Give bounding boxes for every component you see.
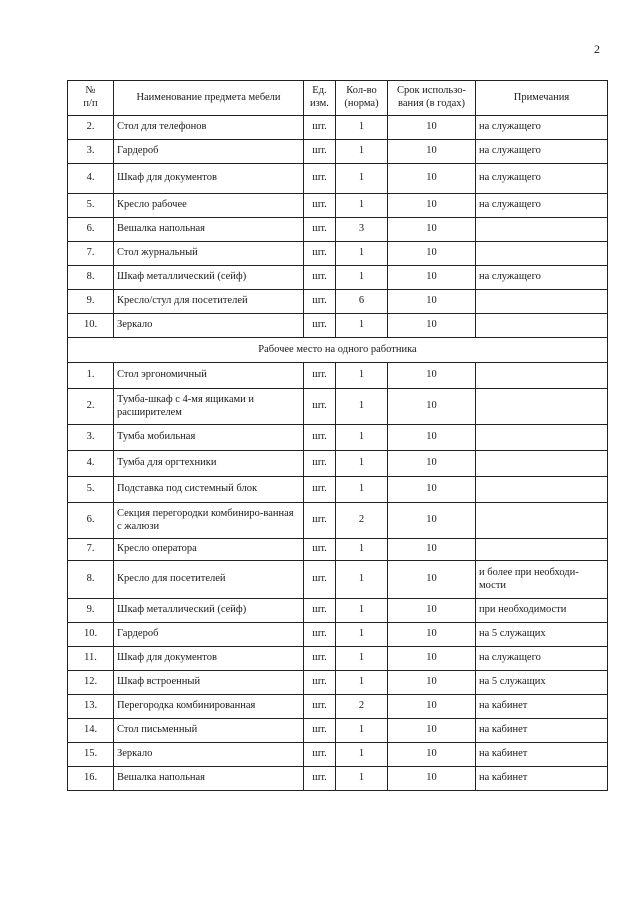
cell-num: 9. xyxy=(68,290,114,314)
cell-qty: 1 xyxy=(336,425,388,451)
table-row xyxy=(68,477,608,503)
cell-name: Тумба-шкаф с 4-мя ящиками и расширителем xyxy=(114,389,304,425)
cell-num: 16. xyxy=(68,767,114,791)
cell-name: Кресло/стул для посетителей xyxy=(114,290,304,314)
cell-unit: шт. xyxy=(304,290,336,314)
cell-num: 2. xyxy=(68,389,114,425)
cell-note: на служащего xyxy=(476,140,608,164)
cell-name: Зеркало xyxy=(114,314,304,338)
table-row xyxy=(68,194,608,218)
cell-unit: шт. xyxy=(304,695,336,719)
cell-name: Тумба для оргтехники xyxy=(114,451,304,477)
cell-note: на 5 служащих xyxy=(476,671,608,695)
cell-term: 10 xyxy=(388,425,476,451)
cell-unit: шт. xyxy=(304,164,336,194)
header-name: Наименование предмета мебели xyxy=(114,81,304,116)
cell-qty: 2 xyxy=(336,695,388,719)
cell-term: 10 xyxy=(388,743,476,767)
cell-unit: шт. xyxy=(304,719,336,743)
cell-unit: шт. xyxy=(304,116,336,140)
cell-num: 7. xyxy=(68,242,114,266)
cell-unit: шт. xyxy=(304,242,336,266)
cell-unit: шт. xyxy=(304,623,336,647)
cell-num: 13. xyxy=(68,695,114,719)
cell-num: 1. xyxy=(68,363,114,389)
cell-qty: 1 xyxy=(336,647,388,671)
cell-qty: 1 xyxy=(336,539,388,561)
cell-term: 10 xyxy=(388,767,476,791)
cell-note: на служащего xyxy=(476,266,608,290)
cell-note xyxy=(476,425,608,451)
cell-unit: шт. xyxy=(304,140,336,164)
cell-qty: 1 xyxy=(336,451,388,477)
cell-name: Стол эргономичный xyxy=(114,363,304,389)
cell-num: 15. xyxy=(68,743,114,767)
cell-name: Кресло рабочее xyxy=(114,194,304,218)
cell-num: 11. xyxy=(68,647,114,671)
table-row xyxy=(68,561,608,599)
cell-term: 10 xyxy=(388,477,476,503)
cell-unit: шт. xyxy=(304,425,336,451)
cell-num: 2. xyxy=(68,116,114,140)
cell-name: Вешалка напольная xyxy=(114,218,304,242)
cell-unit: шт. xyxy=(304,671,336,695)
cell-note: и более при необходи-мости xyxy=(476,561,608,599)
table-header xyxy=(68,81,608,116)
table-body-part1 xyxy=(68,116,608,338)
cell-qty: 1 xyxy=(336,242,388,266)
cell-qty: 1 xyxy=(336,767,388,791)
cell-term: 10 xyxy=(388,242,476,266)
cell-term: 10 xyxy=(388,140,476,164)
table-row xyxy=(68,671,608,695)
table-row xyxy=(68,164,608,194)
cell-note: на служащего xyxy=(476,164,608,194)
cell-name: Вешалка напольная xyxy=(114,767,304,791)
cell-term: 10 xyxy=(388,647,476,671)
cell-note: на служащего xyxy=(476,194,608,218)
cell-name: Шкаф для документов xyxy=(114,164,304,194)
cell-note xyxy=(476,539,608,561)
cell-unit: шт. xyxy=(304,539,336,561)
cell-note: на служащего xyxy=(476,647,608,671)
table-row xyxy=(68,743,608,767)
section-row xyxy=(68,338,608,363)
cell-unit: шт. xyxy=(304,561,336,599)
cell-name: Шкаф для документов xyxy=(114,647,304,671)
table-row xyxy=(68,695,608,719)
cell-term: 10 xyxy=(388,451,476,477)
cell-num: 6. xyxy=(68,218,114,242)
cell-qty: 6 xyxy=(336,290,388,314)
cell-name: Секция перегородки комбиниро-ванная с жалюзи xyxy=(114,503,304,539)
table-body-part2 xyxy=(68,363,608,791)
cell-num: 4. xyxy=(68,164,114,194)
cell-note xyxy=(476,242,608,266)
cell-name: Кресло для посетителей xyxy=(114,561,304,599)
cell-num: 5. xyxy=(68,194,114,218)
cell-qty: 3 xyxy=(336,218,388,242)
cell-num: 7. xyxy=(68,539,114,561)
cell-qty: 2 xyxy=(336,503,388,539)
table-row xyxy=(68,623,608,647)
cell-unit: шт. xyxy=(304,599,336,623)
cell-note: на кабинет xyxy=(476,719,608,743)
cell-unit: шт. xyxy=(304,647,336,671)
table-row xyxy=(68,647,608,671)
cell-qty: 1 xyxy=(336,140,388,164)
cell-num: 5. xyxy=(68,477,114,503)
cell-term: 10 xyxy=(388,671,476,695)
cell-num: 9. xyxy=(68,599,114,623)
cell-name: Подставка под системный блок xyxy=(114,477,304,503)
cell-unit: шт. xyxy=(304,767,336,791)
cell-qty: 1 xyxy=(336,719,388,743)
cell-unit: шт. xyxy=(304,503,336,539)
cell-name: Перегородка комбинированная xyxy=(114,695,304,719)
cell-qty: 1 xyxy=(336,164,388,194)
cell-unit: шт. xyxy=(304,314,336,338)
cell-num: 4. xyxy=(68,451,114,477)
table-row xyxy=(68,719,608,743)
cell-note xyxy=(476,290,608,314)
cell-num: 3. xyxy=(68,140,114,164)
table-row xyxy=(68,218,608,242)
table-row xyxy=(68,451,608,477)
cell-qty: 1 xyxy=(336,116,388,140)
page-number: 2 xyxy=(594,42,600,56)
table-row xyxy=(68,314,608,338)
table-row xyxy=(68,363,608,389)
cell-num: 10. xyxy=(68,314,114,338)
cell-name: Стол для телефонов xyxy=(114,116,304,140)
cell-note xyxy=(476,389,608,425)
cell-name: Зеркало xyxy=(114,743,304,767)
cell-num: 3. xyxy=(68,425,114,451)
cell-qty: 1 xyxy=(336,743,388,767)
cell-name: Шкаф металлический (сейф) xyxy=(114,599,304,623)
cell-unit: шт. xyxy=(304,266,336,290)
cell-qty: 1 xyxy=(336,671,388,695)
cell-qty: 1 xyxy=(336,477,388,503)
cell-note xyxy=(476,363,608,389)
cell-unit: шт. xyxy=(304,477,336,503)
header-note: Примечания xyxy=(476,81,608,116)
cell-qty: 1 xyxy=(336,194,388,218)
cell-note: при необходимости xyxy=(476,599,608,623)
cell-term: 10 xyxy=(388,719,476,743)
cell-note xyxy=(476,477,608,503)
cell-name: Шкаф встроенный xyxy=(114,671,304,695)
cell-num: 8. xyxy=(68,561,114,599)
cell-name: Стол письменный xyxy=(114,719,304,743)
table-row xyxy=(68,116,608,140)
cell-note xyxy=(476,218,608,242)
header-term: Срок использо- вания (в годах) xyxy=(388,81,476,116)
cell-term: 10 xyxy=(388,218,476,242)
furniture-norms-table xyxy=(67,80,608,791)
cell-term: 10 xyxy=(388,561,476,599)
cell-unit: шт. xyxy=(304,363,336,389)
cell-qty: 1 xyxy=(336,266,388,290)
cell-unit: шт. xyxy=(304,743,336,767)
cell-term: 10 xyxy=(388,623,476,647)
cell-num: 8. xyxy=(68,266,114,290)
cell-num: 10. xyxy=(68,623,114,647)
cell-term: 10 xyxy=(388,290,476,314)
cell-name: Гардероб xyxy=(114,623,304,647)
table-row xyxy=(68,290,608,314)
table-row xyxy=(68,389,608,425)
cell-note: на кабинет xyxy=(476,695,608,719)
cell-qty: 1 xyxy=(336,623,388,647)
cell-note: на служащего xyxy=(476,116,608,140)
cell-unit: шт. xyxy=(304,389,336,425)
cell-note: на кабинет xyxy=(476,767,608,791)
cell-qty: 1 xyxy=(336,314,388,338)
section-title: Рабочее место на одного работника xyxy=(68,338,608,363)
section-divider xyxy=(68,338,608,363)
cell-qty: 1 xyxy=(336,599,388,623)
cell-term: 10 xyxy=(388,695,476,719)
cell-num: 6. xyxy=(68,503,114,539)
table-row xyxy=(68,767,608,791)
cell-term: 10 xyxy=(388,116,476,140)
cell-unit: шт. xyxy=(304,194,336,218)
cell-unit: шт. xyxy=(304,218,336,242)
cell-term: 10 xyxy=(388,539,476,561)
cell-num: 14. xyxy=(68,719,114,743)
cell-term: 10 xyxy=(388,314,476,338)
cell-term: 10 xyxy=(388,389,476,425)
table-row xyxy=(68,599,608,623)
cell-name: Кресло оператора xyxy=(114,539,304,561)
cell-name: Гардероб xyxy=(114,140,304,164)
table-row xyxy=(68,242,608,266)
table-row xyxy=(68,503,608,539)
cell-term: 10 xyxy=(388,266,476,290)
cell-qty: 1 xyxy=(336,363,388,389)
cell-term: 10 xyxy=(388,194,476,218)
cell-name: Стол журнальный xyxy=(114,242,304,266)
table-row xyxy=(68,266,608,290)
cell-note: на 5 служащих xyxy=(476,623,608,647)
table-row xyxy=(68,140,608,164)
header-num: № п/п xyxy=(68,81,114,116)
header-qty: Кол-во (норма) xyxy=(336,81,388,116)
cell-term: 10 xyxy=(388,503,476,539)
cell-term: 10 xyxy=(388,164,476,194)
cell-qty: 1 xyxy=(336,561,388,599)
cell-term: 10 xyxy=(388,363,476,389)
cell-name: Тумба мобильная xyxy=(114,425,304,451)
cell-qty: 1 xyxy=(336,389,388,425)
cell-note xyxy=(476,451,608,477)
cell-note xyxy=(476,503,608,539)
header-unit: Ед. изм. xyxy=(304,81,336,116)
cell-note: на кабинет xyxy=(476,743,608,767)
cell-num: 12. xyxy=(68,671,114,695)
table-row xyxy=(68,425,608,451)
cell-note xyxy=(476,314,608,338)
cell-unit: шт. xyxy=(304,451,336,477)
table-row xyxy=(68,539,608,561)
cell-term: 10 xyxy=(388,599,476,623)
cell-name: Шкаф металлический (сейф) xyxy=(114,266,304,290)
